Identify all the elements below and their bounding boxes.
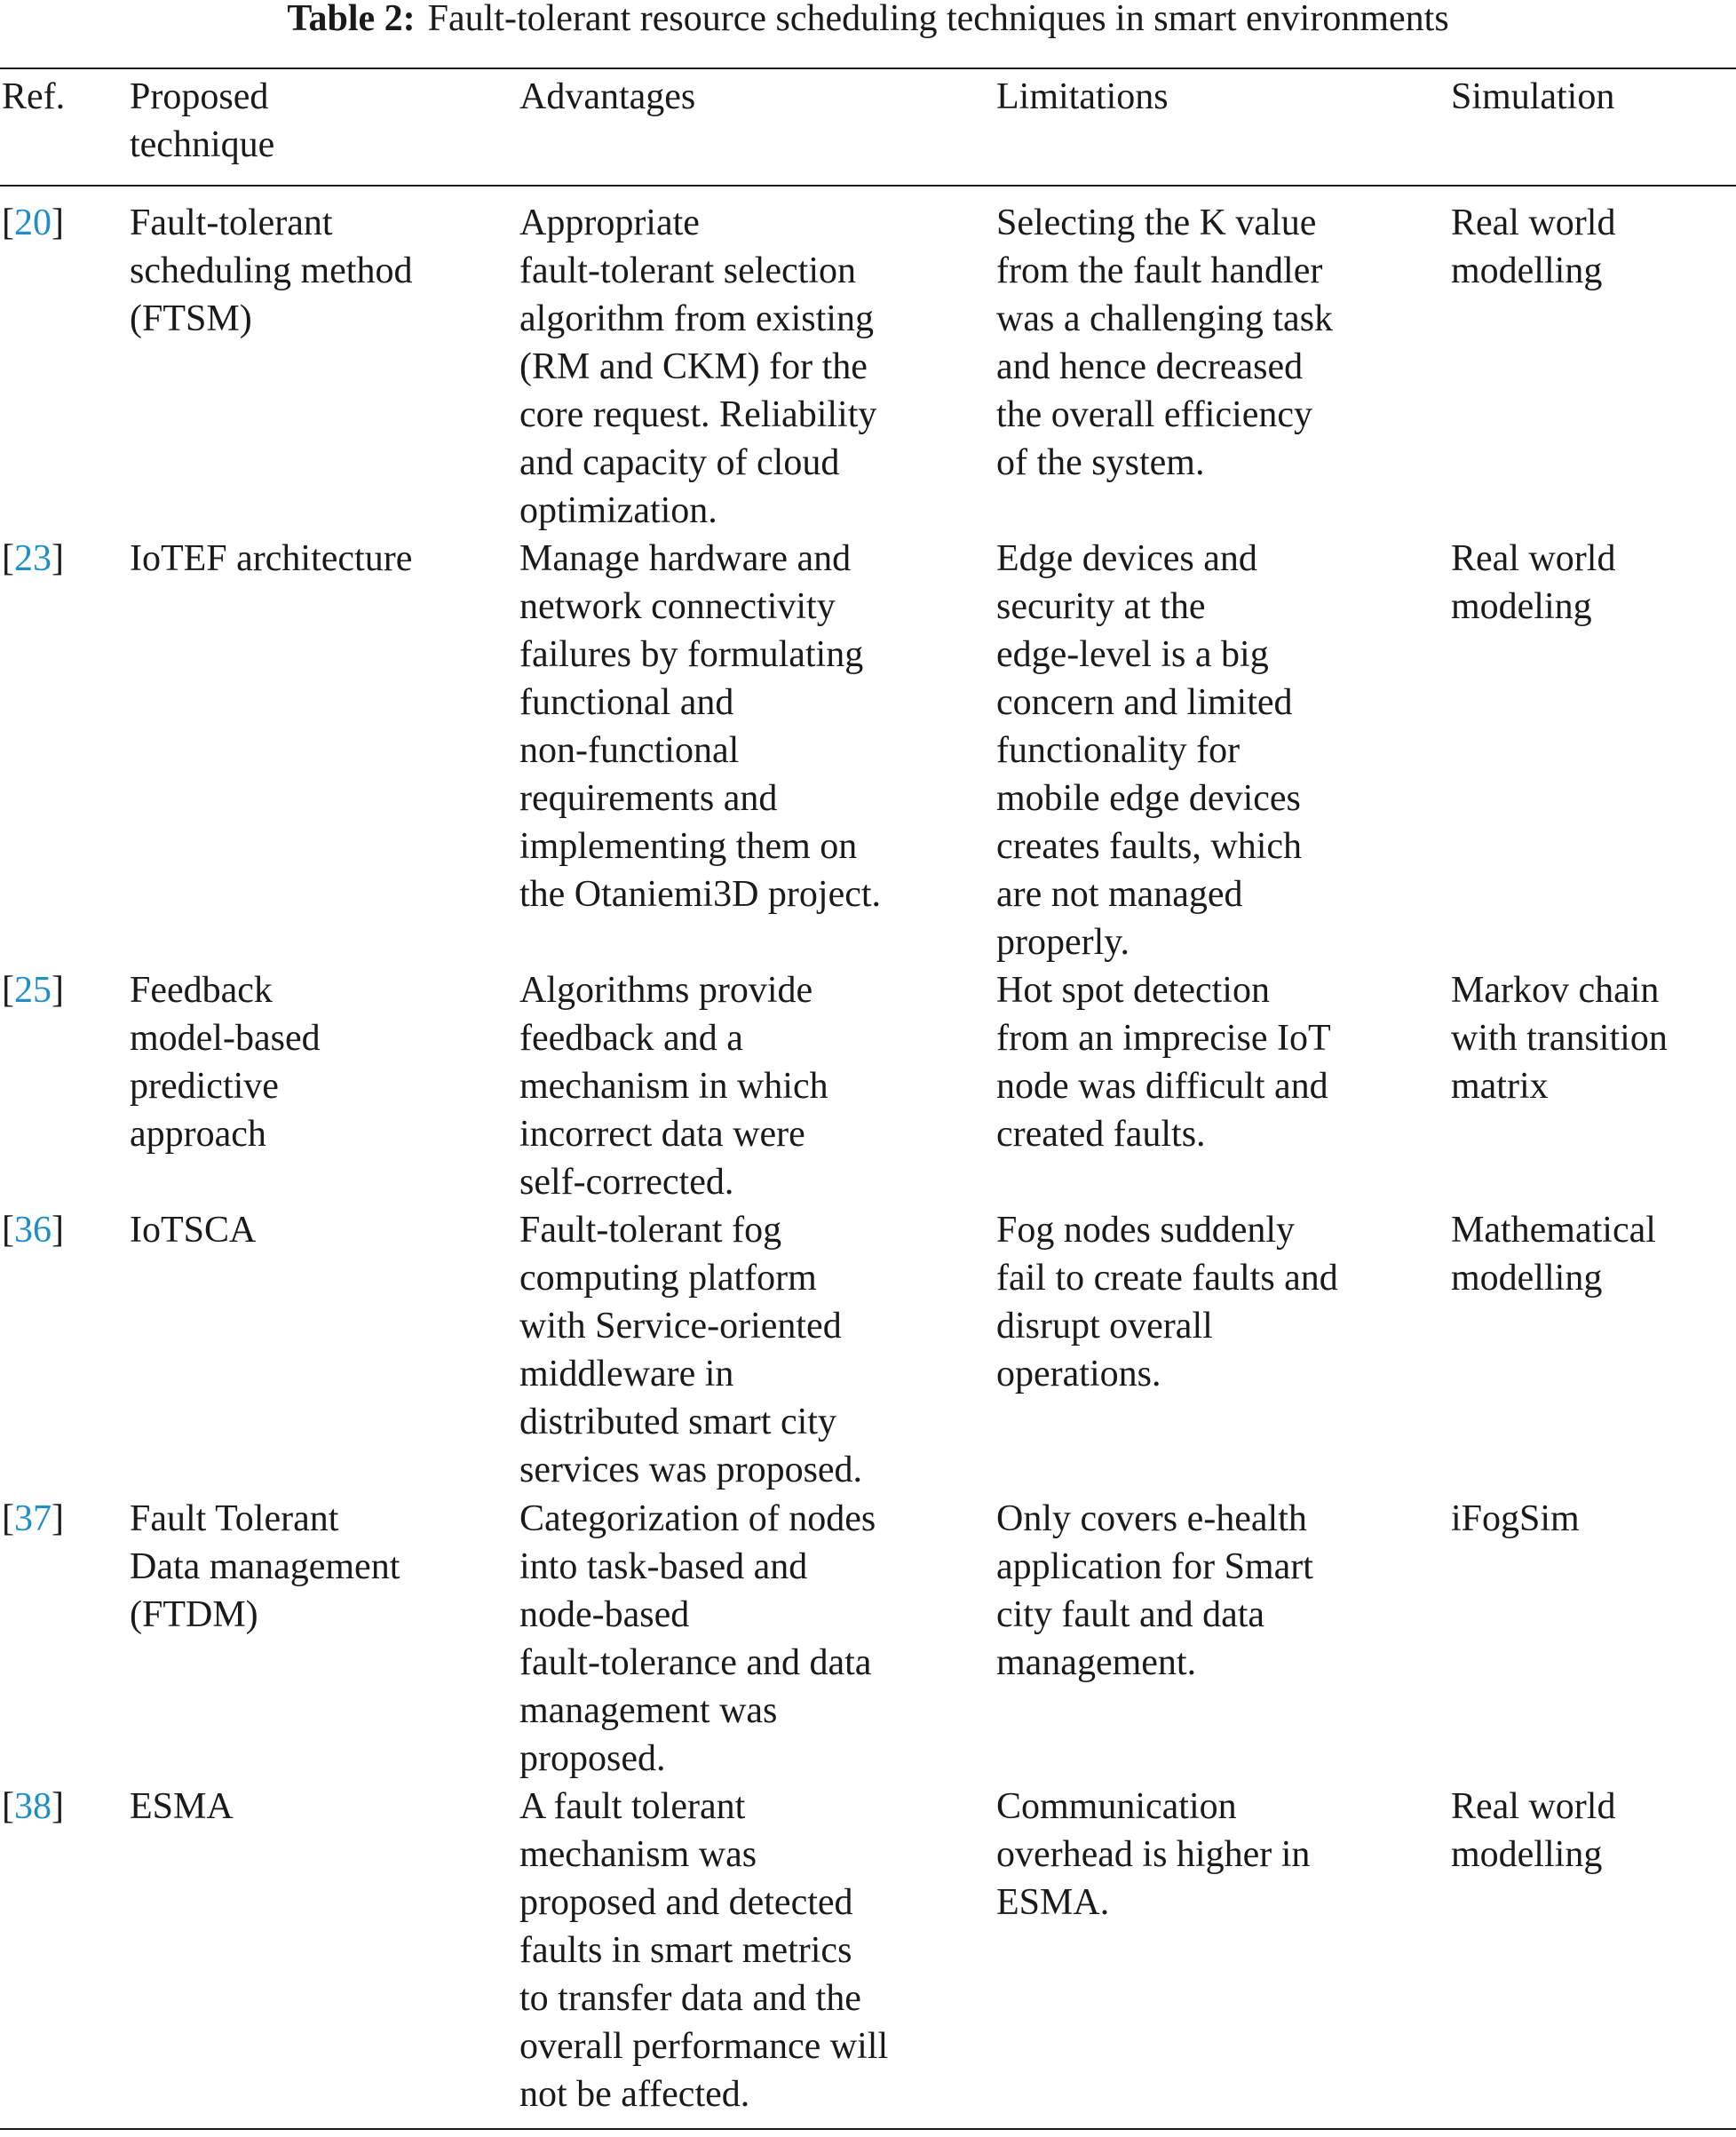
citation-link[interactable]: 36 — [14, 1210, 52, 1251]
row-limitations: Selecting the K value from the fault handler was a challenging task and hence decreased the overall efficiency of the system. — [996, 203, 1334, 483]
header-ref: Ref. — [2, 76, 66, 117]
row-advantages: Categorization of nodes into task-based and node-based fault-tolerance and data management was proposed. — [519, 1498, 876, 1779]
row-limitations: Hot spot detection from an imprecise IoT node was difficult and created faults. — [996, 970, 1331, 1155]
row-advantages: Algorithms provide feedback and a mechanism in which incorrect data were self-corrected. — [519, 970, 828, 1203]
citation-link[interactable]: 25 — [14, 970, 52, 1011]
row-technique: ESMA — [130, 1786, 234, 1827]
row-simulation: Mathematical modelling — [1451, 1210, 1656, 1299]
table-bottom-rule — [0, 2128, 1736, 2130]
row-advantages: Fault-tolerant fog computing platform with Service-oriented middleware in distributed smart city services was proposed. — [519, 1210, 863, 1490]
row-simulation: Real world modelling — [1451, 1786, 1616, 1875]
row-ref: [38] — [2, 1786, 64, 1827]
row-limitations: Only covers e-health application for Smart city fault and data management. — [996, 1498, 1313, 1683]
header-limitations: Limitations — [996, 76, 1169, 117]
row-technique: Fault-tolerant scheduling method (FTSM) — [130, 203, 413, 339]
row-ref: [37] — [2, 1498, 64, 1539]
row-simulation: iFogSim — [1451, 1498, 1580, 1539]
table-caption-text: Fault-tolerant resource scheduling techniques in smart environments — [427, 0, 1449, 39]
row-simulation: Real world modeling — [1451, 538, 1616, 627]
header-simulation: Simulation — [1451, 76, 1615, 117]
row-simulation: Real world modelling — [1451, 203, 1616, 291]
table-caption — [0, 0, 1736, 40]
row-limitations: Edge devices and security at the edge-level is a big concern and limited functionality for mobile edge devices creates faults, which are not managed properly. — [996, 538, 1303, 963]
table-header-rule — [0, 185, 1736, 187]
row-technique: IoTEF architecture — [130, 538, 413, 579]
citation-link[interactable]: 37 — [14, 1498, 52, 1539]
header-advantages: Advantages — [519, 76, 696, 117]
row-ref: [36] — [2, 1210, 64, 1251]
row-advantages: A fault tolerant mechanism was proposed and detected faults in smart metrics to transfer data and the overall performance will not be affected. — [519, 1786, 889, 2115]
table-top-rule — [0, 68, 1736, 69]
row-technique: Fault Tolerant Data management (FTDM) — [130, 1498, 400, 1635]
row-ref: [25] — [2, 970, 64, 1011]
row-limitations: Communication overhead is higher in ESMA. — [996, 1786, 1311, 1923]
row-limitations: Fog nodes suddenly fail to create faults and disrupt overall operations. — [996, 1210, 1338, 1394]
header-technique: Proposed technique — [130, 76, 275, 165]
row-technique: Feedback model-based predictive approach — [130, 970, 321, 1155]
row-advantages: Manage hardware and network connectivity failures by formulating functional and non-functional requirements and implementing them on the Otaniemi3D project. — [519, 538, 882, 915]
row-simulation: Markov chain with transition matrix — [1451, 970, 1668, 1107]
citation-link[interactable]: 38 — [14, 1786, 52, 1827]
row-advantages: Appropriate fault-tolerant selection algorithm from existing (RM and CKM) for the core request. Reliability and capacity of cloud optimization. — [519, 203, 877, 531]
row-ref: [23] — [2, 538, 64, 579]
citation-link[interactable]: 20 — [14, 203, 52, 243]
citation-link[interactable]: 23 — [14, 538, 52, 579]
row-ref: [20] — [2, 203, 64, 243]
row-technique: IoTSCA — [130, 1210, 257, 1251]
table-caption-label: Table 2: — [287, 0, 416, 39]
